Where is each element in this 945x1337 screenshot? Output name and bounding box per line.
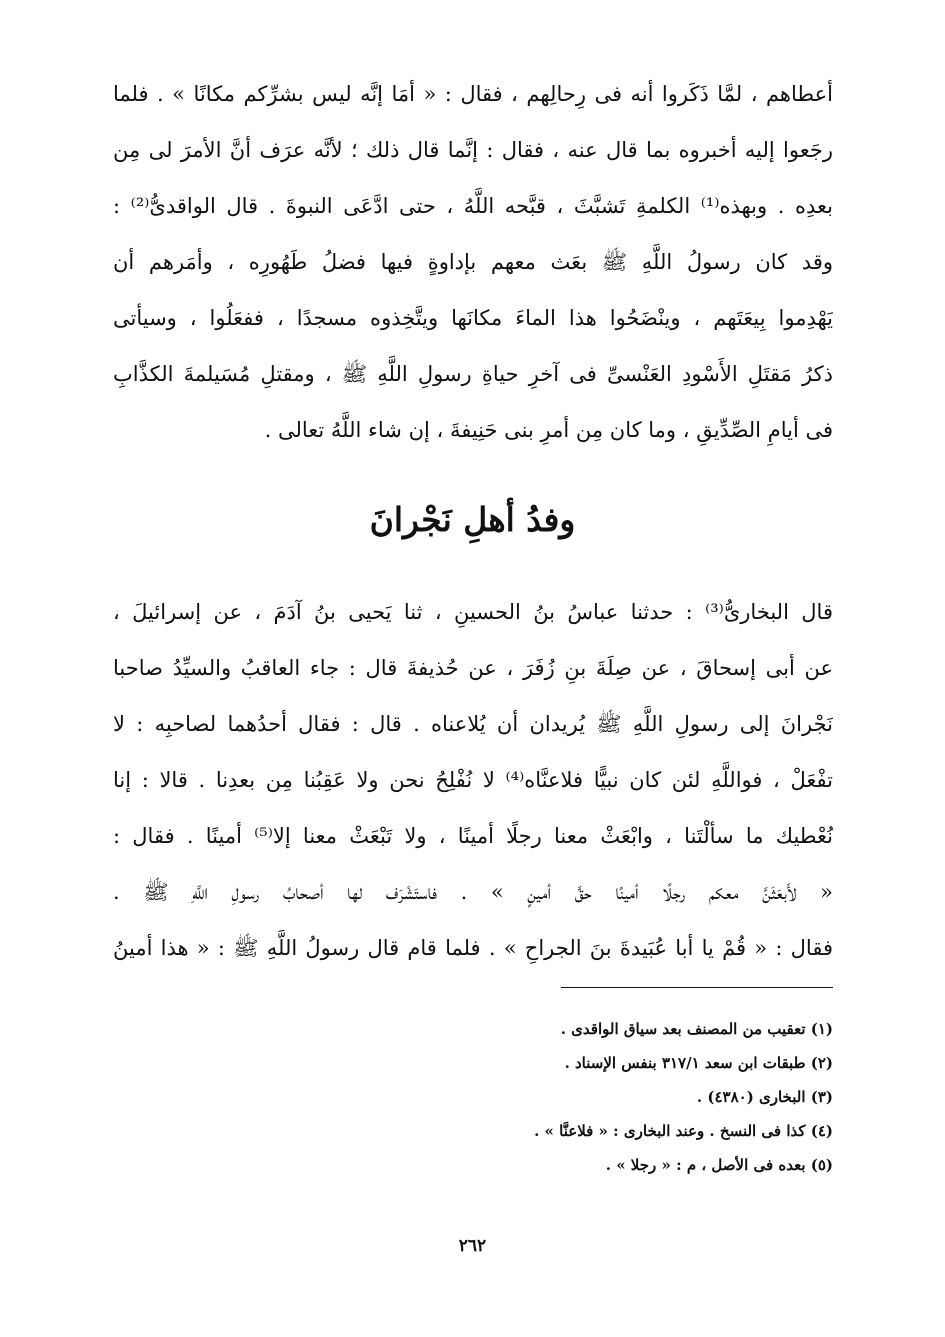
footnote-5: (٥) بعده فى الأصل ، م : « رجلا » . — [605, 1156, 833, 1174]
text-line: يَهْدِموا بِيعَتَهم ، وينْضَحُوا هذا الماءَ مكانَها ويتَّخِذوه مسجدًا ، ففعَلُوا ، وسيأتى — [113, 306, 833, 330]
section-heading: وفدُ أهلِ نَجْرانَ — [369, 500, 576, 539]
main-paragraph — [113, 584, 833, 976]
footnote-divider — [561, 987, 833, 988]
text-line: تفْعَلْ ، فواللَّهِ لئن كان نبيًّا فلاعنَّاه⁽⁴⁾ لا نُفْلِحُ نحن ولا عَقِبُنا مِن بعدِنا . قالا : إنا — [113, 768, 833, 792]
page-number: ٢٦٢ — [458, 1236, 487, 1256]
footnote-1: (١) تعقيب من المصنف بعد سياق الواقدى . — [560, 1020, 833, 1038]
text-line: أعطاهم ، لمَّا ذَكَروا أنه فى رِحالِهم ، فقال : « أمَا إنَّه ليس بشرِّكم مكانًا » . فلما — [113, 82, 833, 106]
text-line: نَجْرانَ إلى رسولِ اللَّهِ ﷺ يُريدان أن يُلاعناه . قال : فقال أحدُهما لصاحبِه : لا — [113, 712, 833, 736]
top-paragraph — [113, 66, 833, 458]
footnote-4: (٤) كذا فى النسخ . وعند البخارى : « فلاعنَّا » . — [534, 1122, 833, 1140]
text-line: رجَعوا إليه أخبروه بما قال عنه ، فقال : إنَّما قال ذلك ؛ لأنَّه عرَف أنَّ الأمرَ لى مِن — [113, 138, 833, 162]
text-line: فى أيامِ الصِّدِّيقِ ، وما كان مِن أمرِ بنى حَنِيفةَ ، إن شاء اللَّهُ تعالى . — [264, 418, 833, 442]
text-line: فقال : « قُمْ يا أبا عُبَيدةَ بنَ الجراحِ » . فلما قام قال رسولُ اللَّهِ ﷺ : « هذا أمينُ — [113, 936, 833, 960]
text-line: ذكرُ مَقتَلِ الأَسْودِ العَنْسىِّ فى آخرِ حياةِ رسولِ اللَّهِ ﷺ ، ومقتلِ مُسَيلمةَ الكذَّابِ — [113, 362, 833, 386]
footnote-3: (٣) البخارى (٤٣٨٠) . — [696, 1088, 833, 1106]
text-line: نُعْطيك ما سألْتَنا ، وابْعَثْ معنا رجلًا أمينًا ، ولا تَبْعَثْ معنا إلا⁽⁵⁾ أمينًا . فقال : — [113, 824, 833, 848]
text-line: قال البخارىُّ⁽³⁾ : حدثنا عباسُ بنُ الحسينِ ، ثنا يَحيى بنُ آدَمَ ، عن إسرائيلَ ، — [113, 600, 833, 624]
text-line: بعدِه . وبهذه⁽¹⁾ الكلمةِ تَشبَّثَ ، قبَّحه اللَّهُ ، حتى ادَّعَى النبوةَ . قال الواقدىُّ⁽²⁾ : — [113, 194, 833, 218]
footnotes — [113, 1012, 833, 1182]
text-line: وقد كان رسولُ اللَّهِ ﷺ بعَث معهم بإداوةٍ فيها فضلُ طَهُورِه ، وأمَرهم أن — [113, 250, 833, 274]
footnote-2: (٢) طبقات ابن سعد ٣١٧/١ بنفس الإسناد . — [564, 1054, 833, 1072]
text-line: عن أبى إسحاقَ ، عن صِلَةَ بنِ زُفَرَ ، عن حُذيفةَ قال : جاء العاقبُ والسيِّدُ صاحبا — [113, 656, 833, 680]
text-line: « لأَبعَثَنَّ معكم رجلًا أمينًا حقَّ أمينٍ » . فاستَشْرَف لها أصحابُ رسولِ اللَّهِ ﷺ . — [113, 880, 833, 904]
